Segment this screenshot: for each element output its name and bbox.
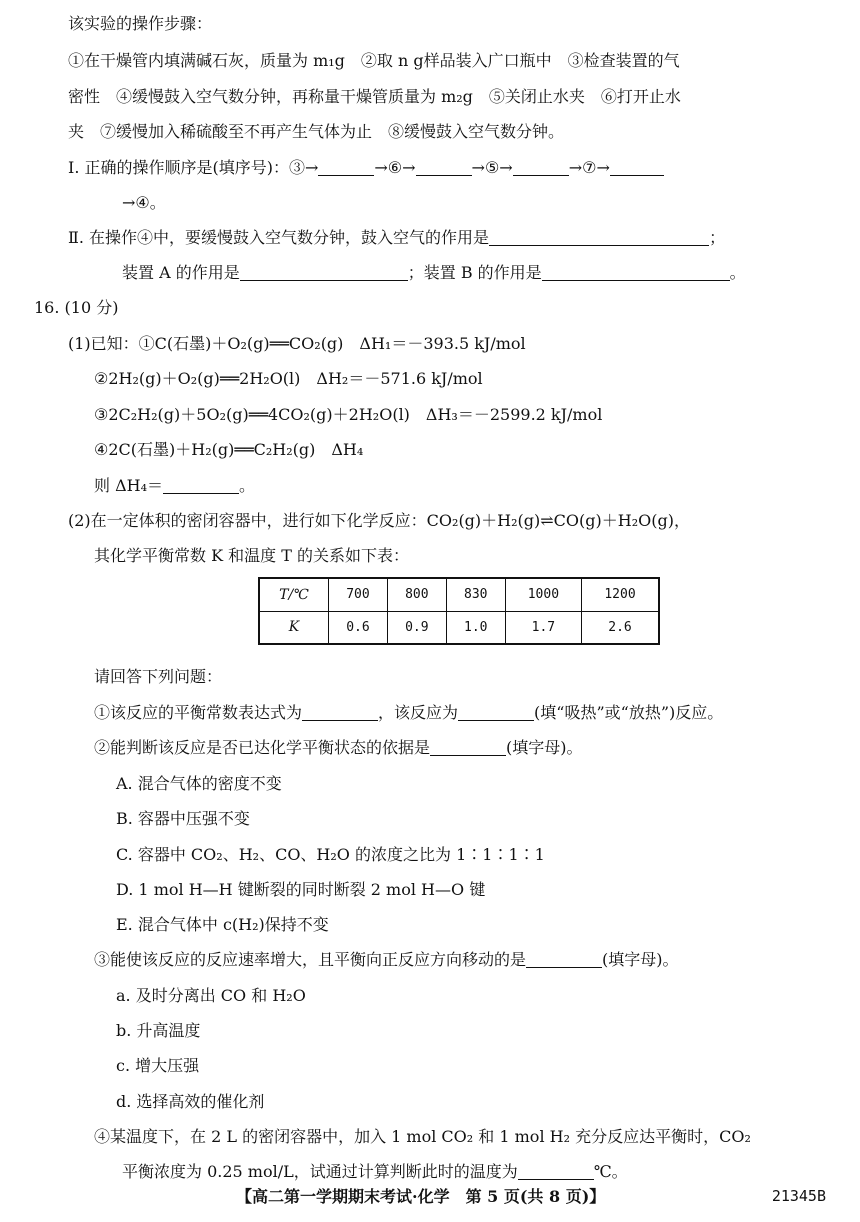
sq2-text: ②能判断该反应是否已达化学平衡状态的依据是: [94, 738, 431, 757]
steps-line: ①在干燥管内填满碱石灰，质量为 m₁g ②取 n g样品装入广口瓶中 ③检查装置的气: [68, 51, 680, 70]
table-cell: 1200: [582, 578, 659, 611]
table-header-t: T/℃: [259, 578, 329, 611]
steps-line: 夹 ⑦缓慢加入稀硫酸至不再产生气体为止 ⑧缓慢鼓入空气数分钟。: [68, 122, 565, 141]
order-text: Ⅰ. 正确的操作顺序是(填序号)：③→: [68, 158, 319, 177]
equilibrium-table: [258, 577, 660, 645]
table-row: [259, 578, 659, 611]
table-cell: 0.9: [387, 611, 446, 644]
option: d. 选择高效的催化剂: [116, 1092, 265, 1111]
question-16-header: 16. (10 分): [34, 298, 119, 317]
air-text: Ⅱ. 在操作④中，要缓慢鼓入空气数分钟，鼓入空气的作用是: [68, 228, 490, 247]
sub-question-2: [94, 738, 583, 758]
sq2-text: (填字母)。: [506, 738, 583, 757]
order-text: →⑦→: [568, 158, 610, 177]
device-b-text: ；装置 B 的作用是: [407, 263, 542, 282]
option: b. 升高温度: [116, 1021, 201, 1040]
option: a. 及时分离出 CO 和 H₂O: [116, 986, 306, 1005]
table-cell: 1000: [505, 578, 581, 611]
question-order: [68, 158, 664, 178]
answer-blank[interactable]: [518, 1163, 594, 1180]
equation: ④2C(石墨)＋H₂(g)══C₂H₂(g) ΔH₄: [94, 440, 364, 459]
answer-blank[interactable]: [489, 229, 709, 246]
exam-code: 21345B: [771, 1187, 826, 1205]
answer-blank[interactable]: [513, 159, 569, 176]
table-header-k: K: [259, 611, 329, 644]
table-cell: 1.0: [446, 611, 505, 644]
answer-blank[interactable]: [318, 159, 374, 176]
sub-question-4: ④某温度下，在 2 L 的密闭容器中，加入 1 mol CO₂ 和 1 mol H₂ 充分反应达平衡时，CO₂: [94, 1127, 751, 1146]
page-footer: 【高二第一学期期末考试·化学 第 5 页(共 8 页)】: [236, 1187, 606, 1206]
answer-blank[interactable]: [542, 264, 730, 281]
equation: ③2C₂H₂(g)＋5O₂(g)══4CO₂(g)＋2H₂O(l) ΔH₃＝－2599.2 kJ/mol: [94, 405, 603, 424]
option: B. 容器中压强不变: [116, 809, 250, 828]
table-cell: 0.6: [329, 611, 388, 644]
equation: ②2H₂(g)＋O₂(g)══2H₂O(l) ΔH₂＝－571.6 kJ/mol: [94, 369, 483, 388]
question-devices: [122, 263, 746, 283]
device-end: 。: [729, 263, 746, 282]
sq3-text: (填字母)。: [602, 950, 679, 969]
answer-blank[interactable]: [416, 159, 472, 176]
sq3-text: ③能使该反应的反应速率增大，且平衡向正反应方向移动的是: [94, 950, 527, 969]
option: E. 混合气体中 c(H₂)保持不变: [116, 915, 329, 934]
option: A. 混合气体的密度不变: [116, 774, 282, 793]
air-text: ；: [709, 228, 726, 247]
steps-line: 密性 ④缓慢鼓入空气数分钟，再称量干燥管质量为 m₂g ⑤关闭止水夹 ⑥打开止水: [68, 87, 681, 106]
table-cell: 700: [329, 578, 388, 611]
table-cell: 2.6: [582, 611, 659, 644]
answer-blank[interactable]: [240, 264, 408, 281]
table-cell: 830: [446, 578, 505, 611]
sq4-text: 平衡浓度为 0.25 mol/L，试通过计算判断此时的温度为: [122, 1162, 518, 1181]
delta-h4-text: 则 ΔH₄＝: [94, 476, 164, 495]
answer-blank[interactable]: [610, 159, 664, 176]
equation: (1)已知：①C(石墨)＋O₂(g)══CO₂(g) ΔH₁＝－393.5 kJ/mol: [68, 334, 526, 353]
sq4-text: ℃。: [593, 1162, 628, 1181]
device-a-text: 装置 A 的作用是: [122, 263, 240, 282]
reaction-line: 其化学平衡常数 K 和温度 T 的关系如下表：: [94, 546, 409, 565]
delta-h4-end: 。: [239, 476, 256, 495]
option: D. 1 mol H—H 键断裂的同时断裂 2 mol H—O 键: [116, 880, 486, 899]
sub-question-3: [94, 950, 679, 970]
order-text: →⑥→: [374, 158, 416, 177]
answer-blank[interactable]: [302, 704, 378, 721]
question-air: [68, 228, 725, 248]
order-end: →④。: [122, 193, 166, 212]
answer-blank[interactable]: [458, 704, 534, 721]
sub-question-1: [94, 703, 723, 723]
answer-blank[interactable]: [163, 477, 239, 494]
table-cell: 800: [387, 578, 446, 611]
sq1-text: (填“吸热”或“放热”)反应。: [534, 703, 724, 722]
sq1-text: ，该反应为: [378, 703, 459, 722]
answer-intro: 请回答下列问题：: [94, 667, 223, 686]
option: C. 容器中 CO₂、H₂、CO、H₂O 的浓度之比为 1∶1∶1∶1: [116, 845, 545, 864]
sq1-text: ①该反应的平衡常数表达式为: [94, 703, 303, 722]
steps-intro: 该实验的操作步骤：: [68, 14, 213, 33]
table-cell: 1.7: [505, 611, 581, 644]
reaction-line: (2)在一定体积的密闭容器中，进行如下化学反应：CO₂(g)＋H₂(g)⇌CO(g)＋H₂O(g)，: [68, 511, 690, 530]
option: c. 增大压强: [116, 1056, 200, 1075]
sub-question-4-cont: [122, 1162, 628, 1182]
order-text: →⑤→: [471, 158, 513, 177]
table-row: [259, 611, 659, 644]
delta-h4-question: [94, 476, 255, 496]
answer-blank[interactable]: [526, 951, 602, 968]
answer-blank[interactable]: [430, 739, 506, 756]
